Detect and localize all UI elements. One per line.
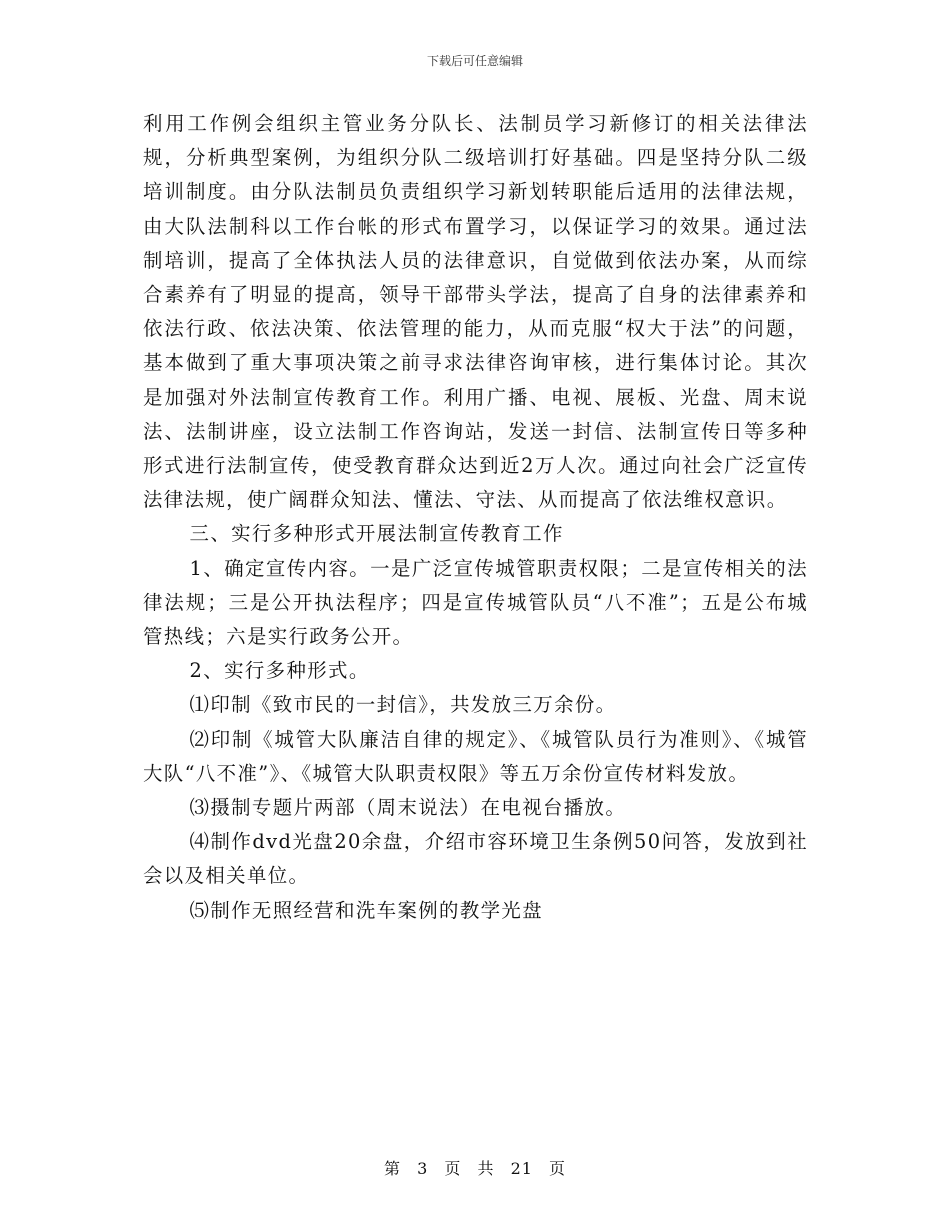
current-page-number: 3 bbox=[417, 1159, 429, 1178]
total-unit-label: 页 bbox=[549, 1159, 567, 1178]
list-item-3: ⑶摄制专题片两部（周末说法）在电视台播放。 bbox=[189, 796, 627, 820]
list-item-5: ⑸制作无照经营和洗车案例的教学光盘 bbox=[189, 898, 543, 922]
page-footer bbox=[0, 1156, 950, 1179]
section-heading: 三、实行多种形式开展法制宣传教育工作 bbox=[189, 522, 564, 546]
paragraph-4: 2、实行多种形式。 bbox=[189, 659, 370, 683]
page-header: 下载后可任意编辑 bbox=[426, 54, 523, 68]
paragraph-3: 1、确定宣传内容。一是广泛宣传城管职责权限；二是宣传相关的法律法规；三是公开执法程序；四是宣传城管队员“八不准”；五是公布城管热线；六是实行政务公开。 bbox=[143, 556, 808, 649]
list-item-1: ⑴印制《致市民的一封信》，共发放三万余份。 bbox=[189, 693, 617, 717]
paragraph-1: 利用工作例会组织主管业务分队长、法制员学习新修订的相关法律法规，分析典型案例，为组织分队二级培训打好基础。四是坚持分队二级培训制度。由分队法制员负责组织学习新划转职能后适用的法律法规，由大队法制科以工作台帐的形式布置学习，以保证学习的效果。通过法制培训，提高了全体执法人员的法律意识，自觉做到依法办案，从而综合素养有了明显的提高，领导干部带头学法，提高了自身的法律素养和依法行政、依法决策、依法管理的能力，从而克服“权大于法”的问题，基本做到了重大事项决策之前寻求法律咨询审核，进行集体讨论。其次是加强对外法制宣传教育工作。利用广播、电视、展板、光盘、周末说法、法制讲座，设立法制工作咨询站，发送一封信、法制宣传日等多种形式进行法制宣传，使受教育群众达到近2万人次。通过向社会广泛宣传法律法规，使广阔群众知法、懂法、守法、从而提高了依法维权意识。 bbox=[143, 112, 808, 512]
page-unit-label: 页 bbox=[444, 1159, 462, 1178]
page-label: 第 bbox=[383, 1159, 401, 1178]
list-item-2: ⑵印制《城管大队廉洁自律的规定》、《城管队员行为准则》、《城管大队“八不准”》、《城管大队职责权限》等五万余份宣传材料发放。 bbox=[143, 727, 808, 785]
document-body bbox=[143, 107, 808, 928]
total-pages-number: 21 bbox=[510, 1159, 533, 1178]
total-label: 共 bbox=[477, 1159, 495, 1178]
list-item-4: ⑷制作dvd光盘20余盘，介绍市容环境卫生条例50问答，发放到社会以及相关单位。 bbox=[143, 830, 808, 888]
